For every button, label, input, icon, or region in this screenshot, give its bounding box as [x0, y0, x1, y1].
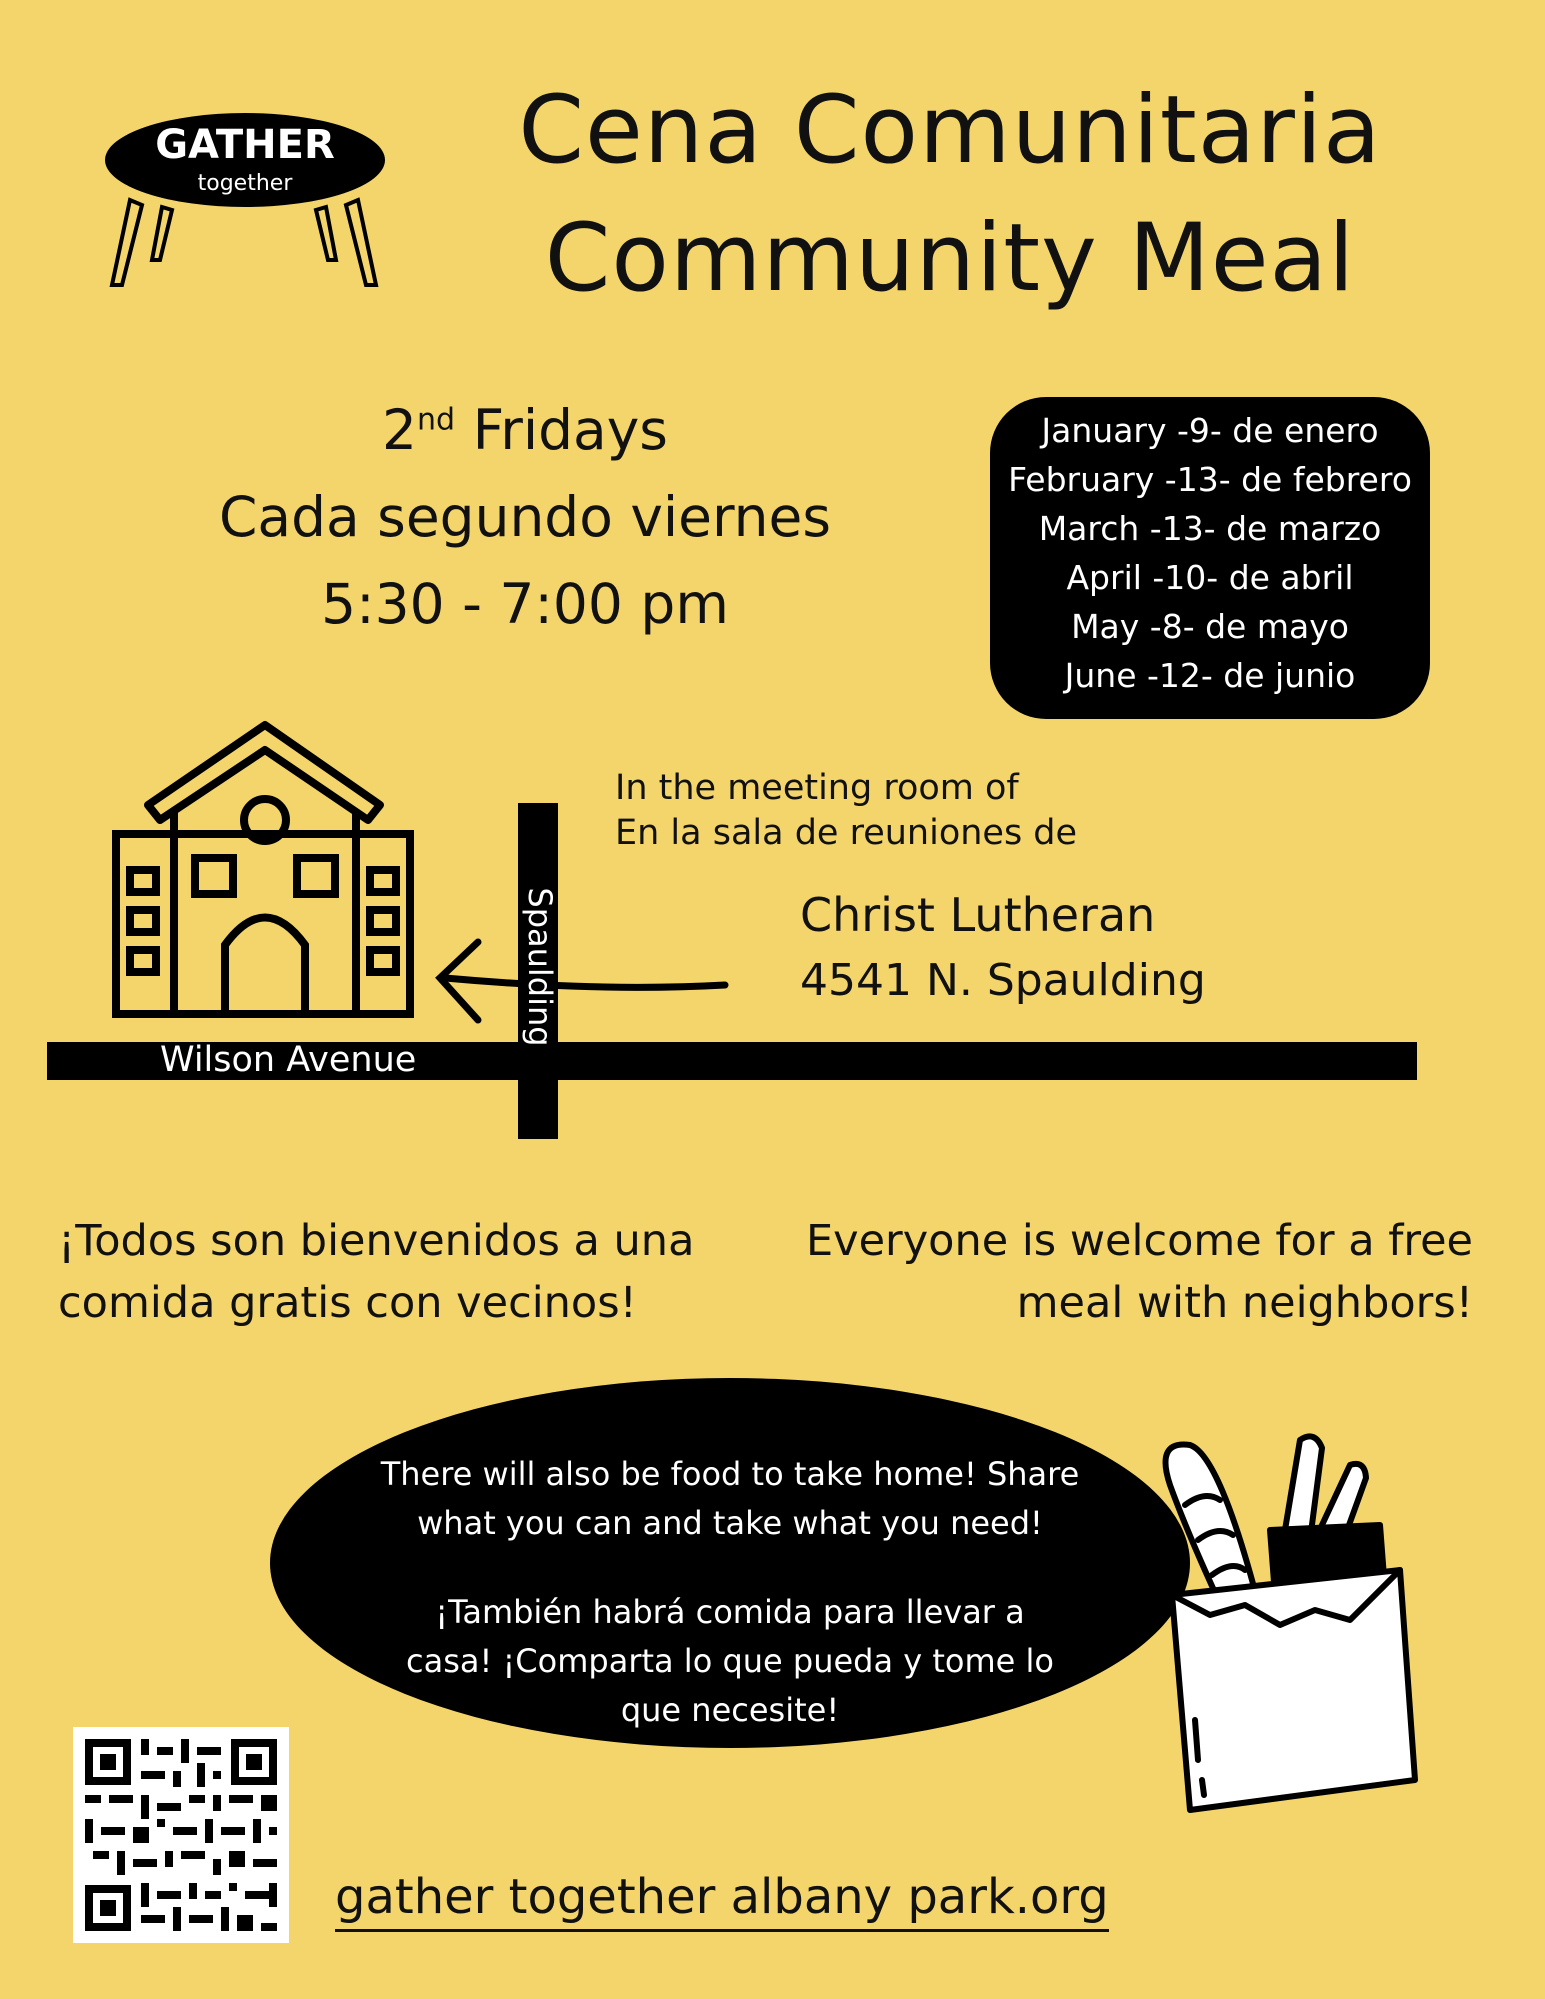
bubble-spanish — [270, 1588, 1190, 1735]
gather-together-logo — [100, 110, 400, 290]
bubble-line: casa! ¡Comparta lo que pueda y tome lo — [405, 1642, 1054, 1680]
take-home-bubble — [270, 1378, 1190, 1748]
welcome-english — [806, 1210, 1473, 1334]
date-item: January -9- de enero — [1041, 411, 1379, 450]
meeting-room-spanish: En la sala de reuniones de — [615, 813, 1078, 853]
church-address: 4541 N. Spaulding — [800, 955, 1206, 1006]
qr-code-icon — [73, 1727, 289, 1943]
welcome-english-line: Everyone is welcome for a free — [805, 1216, 1473, 1266]
dates-box — [990, 397, 1430, 719]
welcome-english-line: meal with neighbors! — [1016, 1278, 1473, 1328]
title-spanish: Cena Comunitaria — [518, 76, 1382, 185]
date-item: May -8- de mayo — [1071, 607, 1349, 646]
date-item: March -13- de marzo — [1038, 509, 1382, 548]
schedule-spanish: Cada segundo viernes — [218, 485, 832, 549]
welcome-spanish-line: ¡Todos son bienvenidos a una — [58, 1216, 695, 1266]
bubble-english — [270, 1450, 1190, 1548]
schedule-ordinal-suffix: nd — [417, 402, 456, 438]
church-building-icon — [116, 725, 410, 1014]
website-link[interactable]: gather together albany park.org — [335, 1867, 1109, 1932]
bubble-line: ¡También habrá comida para llevar a — [435, 1593, 1025, 1631]
arrow-left-icon — [440, 942, 725, 1020]
logo-word: GATHER — [155, 122, 335, 168]
schedule-time: 5:30 - 7:00 pm — [321, 572, 729, 636]
welcome-spanish — [58, 1210, 694, 1334]
date-item: June -12- de junio — [1064, 656, 1356, 695]
date-item: February -13- de febrero — [1008, 460, 1412, 499]
meeting-room-english: In the meeting room of — [615, 768, 1019, 808]
wilson-avenue-label: Wilson Avenue — [160, 1040, 417, 1080]
schedule-fridays — [185, 398, 865, 462]
schedule-ordinal: 2 — [382, 398, 418, 462]
spaulding-label: Spaulding — [521, 887, 559, 1047]
grocery-bag-icon — [1150, 1420, 1420, 1820]
church-name: Christ Lutheran — [800, 888, 1156, 942]
bubble-line: what you can and take what you need! — [417, 1504, 1043, 1542]
schedule-fridays-text: Fridays — [455, 398, 668, 462]
title-english: Community Meal — [544, 204, 1356, 313]
bubble-line: que necesite! — [620, 1691, 840, 1729]
logo-subword: together — [197, 171, 293, 196]
bubble-line: There will also be food to take home! Share — [380, 1455, 1080, 1493]
welcome-spanish-line: comida gratis con vecinos! — [58, 1278, 637, 1328]
date-item: April -10- de abril — [1066, 558, 1354, 597]
